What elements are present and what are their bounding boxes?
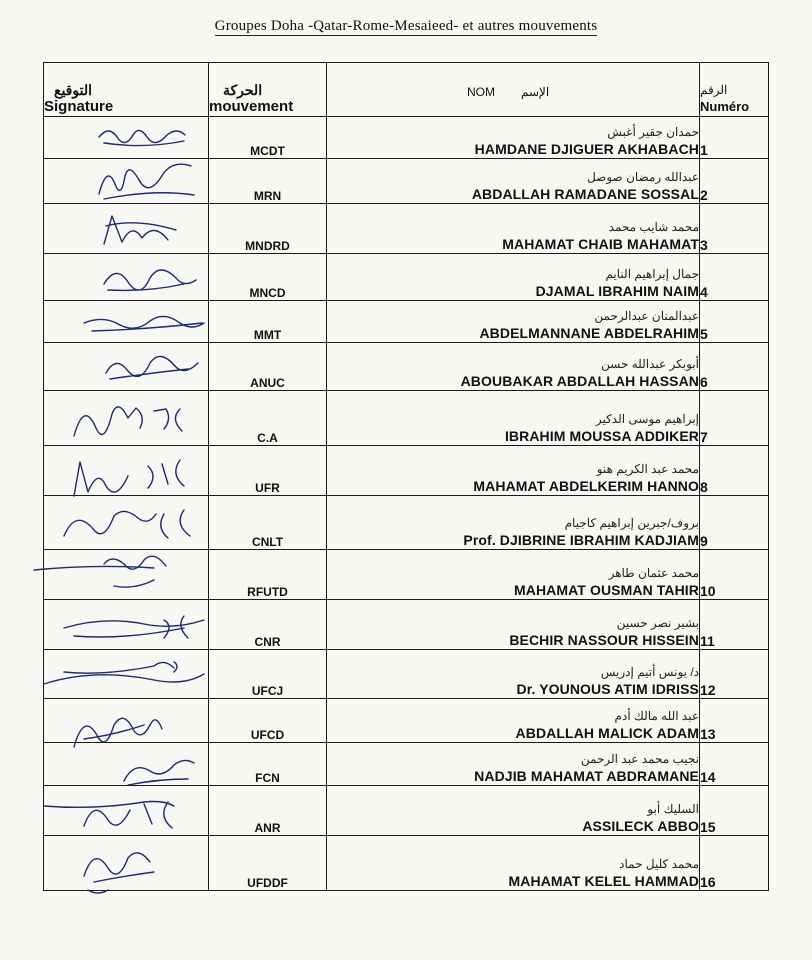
handwritten-signature [44,117,209,159]
numero-cell: 4 [700,254,769,301]
name-arabic: إبراهيم موسى الدكير [595,412,699,426]
handwritten-signature [44,650,209,699]
table-row [44,836,769,891]
signature-cell [44,743,209,786]
table-row [44,650,769,699]
numero-cell: 16 [700,836,769,891]
name-latin: ABOUBAKAR ABDALLAH HASSAN [460,373,699,389]
handwritten-signature [44,550,209,600]
handwritten-signature [44,391,209,446]
name-arabic: عبدالمنان عبدالرحمن [594,309,699,323]
handwritten-signature [44,446,209,496]
header-nom: NOM الإسم [327,63,700,117]
handwritten-signature [44,743,209,786]
table-row [44,496,769,550]
name-arabic: محمد شايب محمد [608,220,699,234]
name-latin: MAHAMAT ABDELKERIM HANNO [473,478,699,494]
mouvement-cell: CNLT [209,496,327,550]
name-cell [327,550,700,600]
name-arabic: عبدالله رمضان صوصل [587,170,699,184]
mouvement-cell: UFR [209,446,327,496]
name-latin: IBRAHIM MOUSSA ADDIKER [504,428,699,444]
signature-cell [44,650,209,699]
handwritten-signature [44,301,209,343]
table-row [44,254,769,301]
signature-cell [44,117,209,159]
name-latin: NADJIB MAHAMAT ABDRAMANE [474,768,699,784]
numero-cell: 3 [700,204,769,254]
name-cell [327,117,700,159]
table-row [44,159,769,204]
table-row [44,743,769,786]
name-arabic: د/ يونس أتيم إدريس [600,665,699,679]
name-latin: ASSILECK ABBO [582,818,699,834]
name-arabic: حمدان جقير أغبش [607,125,699,139]
signature-cell [44,343,209,391]
signature-cell [44,301,209,343]
numero-cell: 7 [700,391,769,446]
signature-cell [44,496,209,550]
handwritten-signature [44,254,209,301]
numero-cell: 9 [700,496,769,550]
name-latin: MAHAMAT OUSMAN TAHIR [513,582,699,598]
mouvement-cell: UFCD [209,699,327,743]
name-cell [327,391,700,446]
handwritten-signature [44,159,209,204]
name-cell [327,343,700,391]
numero-cell: 8 [700,446,769,496]
table-row [44,343,769,391]
name-cell [327,496,700,550]
header-signature: التوقيع Signature [44,63,209,117]
numero-cell: 12 [700,650,769,699]
name-cell [327,446,700,496]
table-row [44,600,769,650]
mouvement-cell: MCDT [209,117,327,159]
name-arabic: محمد عثمان طاهر [608,566,699,580]
signature-table [43,62,769,891]
name-cell [327,836,700,891]
numero-cell: 2 [700,159,769,204]
name-latin: ABDALLAH RAMADANE SOSSAL [471,186,699,202]
table-row [44,391,769,446]
table-header-row [44,63,769,117]
table-row [44,301,769,343]
handwritten-signature [44,836,209,891]
name-latin: ABDALLAH MALICK ADAM [515,725,699,741]
name-cell [327,743,700,786]
mouvement-cell: ANUC [209,343,327,391]
mouvement-cell: MNDRD [209,204,327,254]
name-arabic: جمال إبراهيم النايم [605,267,699,281]
name-cell [327,159,700,204]
handwritten-signature [44,343,209,391]
signature-cell [44,786,209,836]
mouvement-cell: UFCJ [209,650,327,699]
name-cell [327,786,700,836]
name-arabic: بشير نصر حسين [616,616,699,630]
name-arabic: عبد الله مالك أدم [614,709,699,723]
page-title: Groupes Doha -Qatar-Rome-Mesaieed- et autres mouvements [214,18,598,34]
mouvement-cell: RFUTD [209,550,327,600]
signature-cell [44,391,209,446]
signature-cell [44,836,209,891]
name-arabic: نجيب محمد عبد الرحمن [580,752,699,766]
mouvement-cell: MMT [209,301,327,343]
name-arabic: بروف/جبرين إبراهيم كاجيام [564,516,699,530]
name-arabic: محمد عبد الكريم هنو [596,462,699,476]
signature-cell [44,446,209,496]
signature-cell [44,254,209,301]
name-latin: Dr. YOUNOUS ATIM IDRISS [516,681,699,697]
header-mouvement: الحركة mouvement [209,63,327,117]
name-latin: BECHIR NASSOUR HISSEIN [509,632,699,648]
numero-cell: 1 [700,117,769,159]
mouvement-cell: MRN [209,159,327,204]
numero-cell: 10 [700,550,769,600]
table-row [44,446,769,496]
mouvement-cell: CNR [209,600,327,650]
name-arabic: محمد كليل حماد [619,857,699,871]
table-row [44,117,769,159]
numero-cell: 13 [700,699,769,743]
handwritten-signature [44,496,209,550]
table-row [44,550,769,600]
mouvement-cell: UFDDF [209,836,327,891]
name-latin: ABDELMANNANE ABDELRAHIM [479,325,699,341]
numero-cell: 14 [700,743,769,786]
signature-cell [44,550,209,600]
table-row [44,204,769,254]
mouvement-cell: MNCD [209,254,327,301]
table-row [44,786,769,836]
name-cell [327,699,700,743]
handwritten-signature [44,786,209,836]
name-latin: MAHAMAT CHAIB MAHAMAT [502,236,699,252]
numero-cell: 6 [700,343,769,391]
name-arabic: السليك أبو [647,802,699,816]
numero-cell: 15 [700,786,769,836]
mouvement-cell: C.A [209,391,327,446]
handwritten-signature [44,600,209,650]
handwritten-signature [44,699,209,743]
name-cell [327,650,700,699]
signature-cell [44,699,209,743]
signature-cell [44,159,209,204]
name-arabic: أبوبكر عبدالله حسن [601,357,699,371]
name-latin: Prof. DJIBRINE IBRAHIM KADJIAM [463,532,699,548]
signature-cell [44,204,209,254]
name-cell [327,204,700,254]
name-latin: MAHAMAT KELEL HAMMAD [508,873,699,889]
table-row [44,699,769,743]
name-latin: DJAMAL IBRAHIM NAIM [535,283,699,299]
handwritten-signature [44,204,209,254]
mouvement-cell: FCN [209,743,327,786]
name-cell [327,301,700,343]
header-numero: الرقم Numéro [700,63,769,117]
name-cell [327,254,700,301]
numero-cell: 5 [700,301,769,343]
numero-cell: 11 [700,600,769,650]
name-latin: HAMDANE DJIGUER AKHABACH [474,141,699,157]
signature-cell [44,600,209,650]
mouvement-cell: ANR [209,786,327,836]
name-cell [327,600,700,650]
